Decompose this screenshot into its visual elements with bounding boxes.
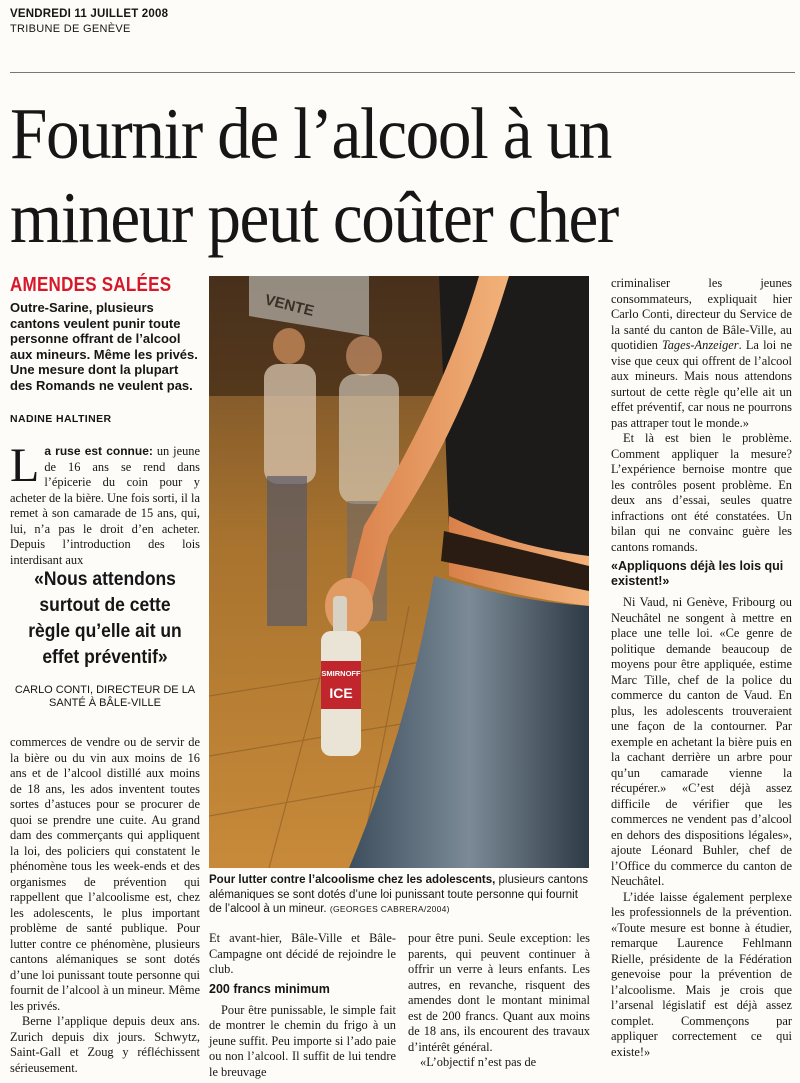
paragraph: commerces de vendre ou de servir de la bière ou du vin aux moins de 16 ans et de l’alcool distillé aux moins de 18 ans, les ados inventent toutes sortes d’astuces pour se procurer de quoi se prendre une cuite. Au grand dam des commerçants qui appliquent la loi, des policiers qui constatent le phénomène tous les week-ends et des organismes de prévention qui rappellent que l’alcoolisme est, chez les adolescents, le plus important problème de santé publique. Pour lutter contre ce phénomène, plusieurs cantons alémaniques se sont dotés d’une loi punissant toute personne qui fournit de l’alcool à un mineur. Même les privés. — [10, 735, 200, 1013]
paragraph: «L’objectif n’est pas de — [420, 1055, 537, 1069]
column-2 — [209, 931, 396, 1080]
section-subhead: «Appliquons déjà les lois qui existent!» — [611, 559, 784, 588]
article-kicker: AMENDES SALÉES — [10, 274, 172, 296]
article-byline: NADINE HALTINER — [10, 413, 112, 425]
dropcap-letter: L — [10, 439, 40, 492]
column-3 — [408, 931, 590, 1071]
column-4 — [611, 276, 792, 1060]
photo-caption — [209, 873, 589, 917]
masthead-date: VENDREDI 11 JUILLET 2008 — [10, 8, 169, 20]
paragraph: criminaliser les jeunes consommateurs, expliquait hier Carlo Conti, directeur du Service de la santé du canton de Bâle-Ville, au quotidien Tages-Anzeiger. La loi ne vise que ceux qui offrent de l’alcool aux mineurs. Mais nous attendons surtout de cette règle qu’elle ait un effet préventif, car nous ne pourrons pas attraper tout le monde.» — [611, 276, 793, 430]
column-1-continued — [10, 735, 200, 1076]
bottle-brand-text: SMIRNOFF — [321, 669, 361, 678]
article-intro — [10, 439, 200, 568]
paragraph: pour être puni. Seule exception: les parents, qui peuvent continuer à offrir un verre à leurs enfants. Les autres, en revanche, risquent des amendes dont le montant minimal est de 200 francs. Quant aux moins de 18 ans, ils encourent des travaux d’intérêt général. — [408, 931, 590, 1054]
intro-bold: a ruse est connue: — [44, 444, 153, 458]
masthead-paper-name: TRIBUNE DE GENÈVE — [10, 23, 131, 35]
photo-illustration — [209, 276, 589, 868]
photo-sign-text: VENTE — [263, 291, 316, 320]
article-photo — [209, 276, 589, 868]
caption-bold: Pour lutter contre l’alcoolisme chez les adolescents, — [209, 874, 496, 886]
paragraph: Ni Vaud, ni Genève, Fribourg ou Neuchâtel ne songent à mettre en place une telle loi. «Ce genre de politique demande beaucoup de moyens pour être appliquée, estime Marc Tille, chef de la police du commerce du canton de Vaud. En plus, les adolescents trouveraient une façon de la contourner. Par exemple en achetant la bière puis en la cachant derrière un arbre pour qu’un camarade vienne la récupérer.» «C’est déjà assez difficile de vérifier que les commerces ne vendent pas d’alcool en dehors des dispositions légales», ajoute Léonard Buhler, chef de l’Office du commerce du canton de Neuchâtel. — [611, 595, 792, 888]
newspaper-name: Tages-Anzeiger — [661, 338, 739, 352]
paragraph: Et avant-hier, Bâle-Ville et Bâle-Campagne ont décidé de rejoindre le club. — [209, 931, 396, 976]
intro-text: un jeune de 16 ans se rend dans l’épicerie du coin pour y acheter de la bière. Une fois sorti, il la remet à son camarade de 15 ans, qui, lui, n’a pas le droit d’en acheter. Depuis l’introduction des lois interdisant aux — [10, 444, 200, 567]
pull-quote-attribution: CARLO CONTI, DIRECTEUR DE LA SANTÉ À BÂLE-VILLE — [14, 684, 196, 709]
paragraph: L’idée laisse également perplexe les professionnels de la prévention. «Toute mesure est bonne à étudier, remarque Laurence Fehlmann Rielle, présidente de la Fédération genevoise pour la prévention de l’alcoolisme. Mais je crois que l’arsenal législatif est déjà assez complet. Commençons par appliquer correctement ce qui existe!» — [611, 889, 792, 1059]
paragraph: Et là est bien le problème. Comment appliquer la mesure? L’expérience bernoise montre que les contrôles posent problème. En deux ans d’essai, seules quatre infractions ont été constatées. Un bilan qui ne convainc guère les cantons romands. — [611, 431, 792, 554]
caption-text: plusieurs cantons alémaniques se sont dotés d’une loi punissant toute personne qui fournit de l’alcool à un mineur. — [209, 874, 589, 915]
photo-credit: (GEORGES CABRERA/2004) — [329, 904, 450, 914]
article-headline: Fournir de l’alcool à un mineur peut coûter cher — [10, 93, 618, 258]
bottle-label-text: ICE — [329, 685, 353, 701]
pull-quote: «Nous attendons surtout de cette règle qu’elle ait un effet préventif» — [28, 569, 182, 668]
paragraph: Berne l’applique depuis deux ans. Zurich depuis dix jours. Schwytz, Saint-Gall et Zoug y réfléchissent sérieusement. — [10, 1014, 200, 1075]
masthead-divider — [10, 72, 795, 73]
bottle-neck — [333, 596, 347, 636]
article-lead: Outre-Sarine, plusieurs cantons veulent punir toute personne offrant de l’alcool aux mineurs. Même les privés. Une mesure dont la plupart des Romands ne veulent pas. — [10, 300, 198, 393]
paragraph: Pour être punissable, le simple fait de montrer le chemin du frigo à un jeune suffit. Peu importe si l’ado paie ou non l’alcool. Il suffit de lui tendre le breuvage — [209, 1002, 396, 1079]
section-subhead: 200 francs minimum — [209, 981, 330, 996]
